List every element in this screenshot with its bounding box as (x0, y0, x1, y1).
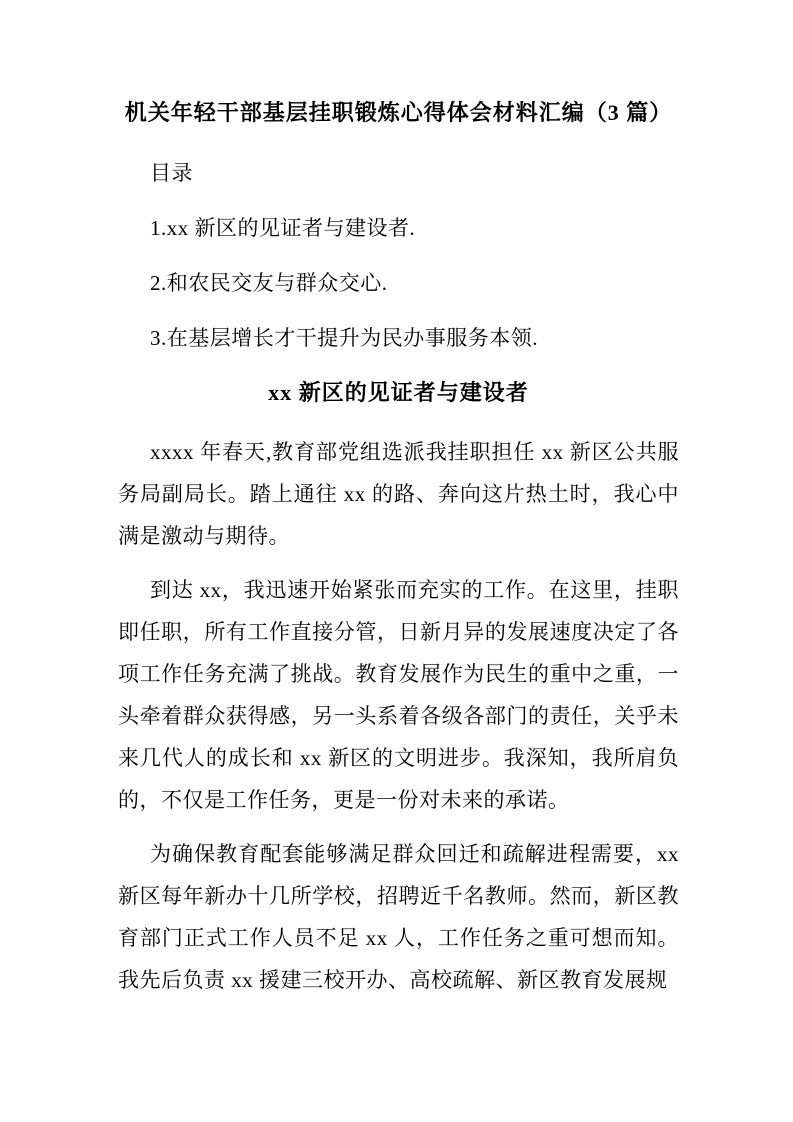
toc-item-1: 1.xx 新区的见证者与建设者. (150, 216, 416, 240)
toc-item-2: 2.和农民交友与群众交心. (150, 271, 388, 295)
body-paragraph-3: 为确保教育配套能够满足群众回迁和疏解进程需要，xx 新区每年新办十几所学校，招聘近千名教师。然而，新区教育部门正式工作人员不足 xx 人，工作任务之重可想而知。我先后负责 xx 援建三校开办、高校疏解、新区教育发展规 (118, 842, 679, 992)
body-paragraph-1: xxxx 年春天,教育部党组选派我挂职担任 xx 新区公共服务局副局长。踏上通往 xx 的路、奔向这片热土时，我心中满是激动与期待。 (118, 440, 679, 548)
section-heading: xx 新区的见证者与建设者 (268, 380, 529, 405)
toc-item-3: 3.在基层增长才干提升为民办事服务本领. (150, 326, 538, 350)
toc-label: 目录 (150, 161, 193, 185)
body-paragraph-2: 到达 xx，我迅速开始紧张而充实的工作。在这里，挂职即任职，所有工作直接分管，日新月异的发展速度决定了各项工作任务充满了挑战。教育发展作为民生的重中之重，一头牵着群众获得感，另一头系着各级各部门的责任，关乎未来几代人的成长和 xx 新区的文明进步。我深知，我所肩负的，不仅是工作任务，更是一份对未来的承诺。 (118, 578, 679, 812)
document-title: 机关年轻干部基层挂职锻炼心得体会材料汇编（3 篇） (124, 100, 673, 125)
